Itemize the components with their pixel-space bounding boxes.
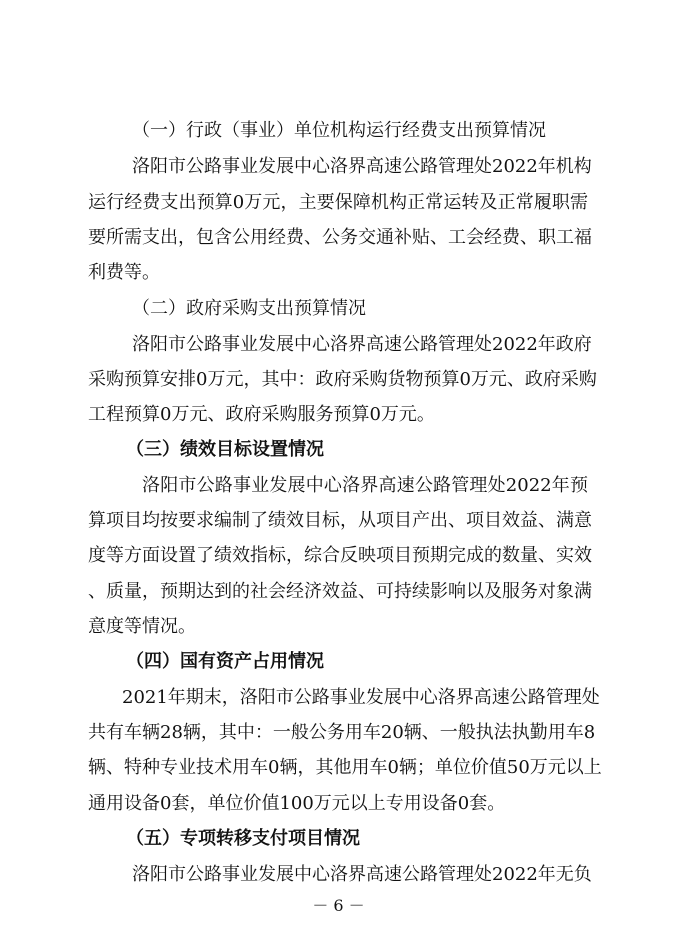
section-4-line-1: 2021年期末，洛阳市公路事业发展中心洛界高速公路管理处 [122,687,600,708]
section-3-line-3: 度等方面设置了绩效指标，综合反映项目预期完成的数量、实效 [88,545,592,566]
section-3-line-4: 、质量，预期达到的社会经济效益、可持续影响以及服务对象满 [88,581,592,602]
section-4-heading: （四）国有资产占用情况 [126,651,324,672]
section-3-line-5: 意度等情况。 [88,616,196,637]
section-5-heading: （五）专项转移支付项目情况 [126,828,360,849]
section-4-line-3: 辆、特种专业技术用车0辆，其他用车0辆；单位价值50万元以上 [88,757,602,778]
section-3-heading: （三）绩效目标设置情况 [126,439,324,460]
section-2-line-3: 工程预算0万元、政府采购服务预算0万元。 [88,404,435,425]
section-5-line-1: 洛阳市公路事业发展中心洛界高速公路管理处2022年无负 [132,864,592,885]
section-1-line-3: 要所需支出，包含公用经费、公务交通补贴、工会经费、职工福 [88,227,592,248]
section-2-line-1: 洛阳市公路事业发展中心洛界高速公路管理处2022年政府 [132,334,592,355]
section-1-heading: （一）行政（事业）单位机构运行经费支出预算情况 [132,120,546,141]
section-2-heading: （二）政府采购支出预算情况 [132,298,366,319]
section-4-line-4: 通用设备0套，单位价值100万元以上专用设备0套。 [88,793,506,814]
section-1-line-4: 利费等。 [88,262,160,283]
section-1-line-2: 运行经费支出预算0万元，主要保障机构正常运转及正常履职需 [88,192,588,213]
page-number: － 6 － [312,896,365,915]
section-2-line-2: 采购预算安排0万元，其中：政府采购货物预算0万元、政府采购 [88,369,597,390]
section-1-line-1: 洛阳市公路事业发展中心洛界高速公路管理处2022年机构 [132,156,592,177]
section-4-line-2: 共有车辆28辆，其中：一般公务用车20辆、一般执法执勤用车8 [88,722,596,743]
section-3-line-2: 算项目均按要求编制了绩效目标，从项目产出、项目效益、满意 [88,510,592,531]
section-3-line-1: 洛阳市公路事业发展中心洛界高速公路管理处2022年预 [142,475,588,496]
